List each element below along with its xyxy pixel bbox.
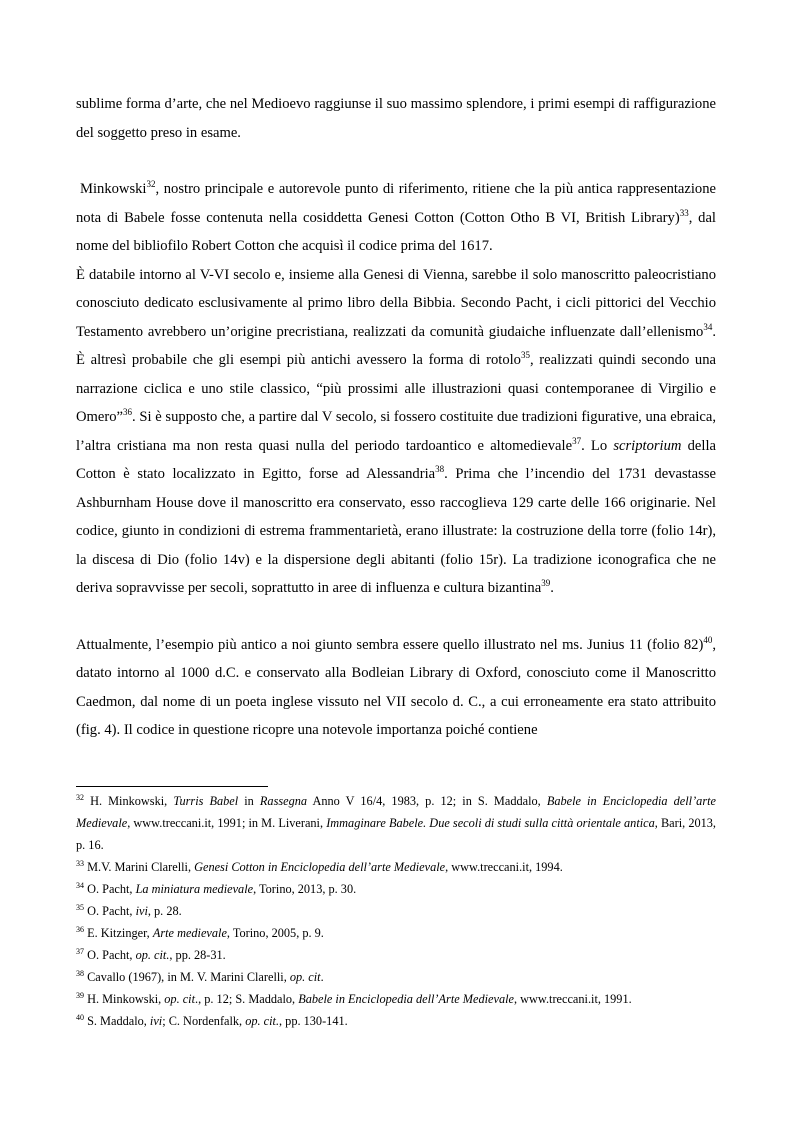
paragraph-text: sublime forma d’arte, che nel Medioevo raggiunse il suo massimo splendore, i primi esempi di raffigurazione del soggetto preso in esame. [76, 96, 716, 141]
paragraph-text: della Cotton è stato localizzato in Egitto, forse ad Alessandria [76, 437, 716, 482]
paragraph-text: , nostro principale e autorevole punto di riferimento, ritiene che la più antica rappresentazione nota di Babele fosse contenuta nella cosiddetta Genesi Cotton (Cotton Otho B VI, British Library) [76, 181, 716, 226]
footnote-34 [76, 878, 716, 900]
footnote-38 [76, 966, 716, 988]
footnote-text: ; C. Nordenfalk, [162, 1014, 246, 1028]
footnote-ref[interactable]: 40 [703, 634, 713, 645]
footnote-number: 33 [76, 858, 84, 868]
footnote-text: O. Pacht, [84, 948, 136, 962]
footnote-text: , Torino, 2005, p. 9. [226, 926, 324, 940]
footnote-ref[interactable]: 37 [572, 435, 582, 446]
footnote-title: Turris Babel [173, 794, 239, 808]
footnote-ref[interactable]: 35 [520, 350, 530, 361]
footnote-title: ivi [135, 904, 148, 918]
footnote-number: 32 [76, 792, 84, 802]
footnote-number: 35 [76, 902, 84, 912]
footnote-title: La miniatura medievale [135, 882, 254, 896]
footnote-title: ivi [149, 1014, 163, 1028]
footnote-text: O. Pacht, [84, 904, 136, 918]
footnote-text: Cavallo (1967), in M. V. Marini Clarelli, [84, 970, 290, 984]
footnote-text: , Torino, 2013, p. 30. [253, 882, 357, 896]
footnote-title: op. cit. [245, 1014, 280, 1028]
footnote-text: O. Pacht, [84, 882, 136, 896]
footnote-title: op. cit [164, 992, 196, 1006]
paragraph-text: . Prima che l’incendio del 1731 devastasse Ashburnham House dove il manoscritto era conservato, esso raccoglieva 129 carte delle 166 originarie. Nel codice, giunto in condizioni di estrema frammentarietà, erano illustrate: la costruzione della torre (folio 14r), la discesa di Dio (folio 14v) e la dispersione degli abitanti (folio 15r). La tradizione iconografica che ne deriva sopravvisse per secoli, soprattutto in aree di influenza e cultura bizantina [76, 466, 716, 596]
footnote-number: 40 [76, 1012, 84, 1022]
paragraph-text: . [550, 580, 554, 596]
footnote-title: Rassegna [259, 794, 308, 808]
footnote-number: 36 [76, 924, 84, 934]
footnote-text: in [238, 794, 260, 808]
footnote-39 [76, 988, 716, 1010]
footnote-text: , www.treccani.it, 1991; in M. Liverani, [127, 816, 327, 830]
main-text [76, 90, 716, 745]
footnote-text: H. Minkowski, [84, 794, 174, 808]
footnote-ref[interactable]: 39 [541, 578, 551, 589]
footnote-33 [76, 856, 716, 878]
paragraph-4 [76, 631, 716, 745]
footnote-separator [76, 786, 268, 787]
footnote-text: , pp. 28-31. [169, 948, 226, 962]
footnote-title: Genesi Cotton in Enciclopedia dell’arte Medievale [194, 860, 446, 874]
footnote-text: E. Kitzinger, [84, 926, 153, 940]
footnote-title: Babele in Enciclopedia dell’Arte Medievale [298, 992, 514, 1006]
footnote-text: Anno V 16/4, 1983, p. 12; in S. Maddalo, [307, 794, 547, 808]
footnote-text: , pp. 130-141. [279, 1014, 348, 1028]
paragraph-text: Minkowski [80, 181, 147, 197]
footnote-title: op. cit [289, 970, 321, 984]
footnote-ref[interactable]: 32 [146, 179, 156, 190]
footnote-text: , www.treccani.it, 1994. [445, 860, 563, 874]
footnote-36 [76, 922, 716, 944]
footnote-title: op. cit. [135, 948, 170, 962]
paragraph-text: , datato intorno al 1000 d.C. e conservato alla Bodleian Library di Oxford, conosciuto come il Manoscritto Caedmon, dal nome di un poeta inglese vissuto nel VII secolo d. C., a cui erroneamente era stato attribuito (fig. 4). Il codice in questione ricopre una notevole importanza poiché contiene [76, 636, 716, 738]
footnote-37 [76, 944, 716, 966]
footnote-text: H. Minkowski, [84, 992, 165, 1006]
italic-term: scriptorium [613, 437, 682, 454]
paragraph-text: , realizzati quindi secondo una narrazione ciclica e uno stile classico, “più prossimi alle illustrazioni quasi contemporanee di Virgilio e Omero” [76, 352, 716, 425]
footnote-text: , Bari, 2013, p. 16. [76, 816, 717, 852]
footnote-number: 37 [76, 946, 84, 956]
paragraph-text: . Si è supposto che, a partire dal V secolo, si fossero costituite due tradizioni figurative, una ebraica, l’altra cristiana ma non resta quasi nulla del periodo tardoantico e altomedievale [76, 409, 716, 454]
footnote-number: 38 [76, 968, 84, 978]
footnote-text: , p. 28. [147, 904, 182, 918]
paragraph-2 [76, 175, 716, 261]
footnote-ref[interactable]: 34 [703, 321, 713, 332]
footnote-ref[interactable]: 36 [123, 407, 133, 418]
footnote-ref[interactable]: 33 [679, 207, 689, 218]
footnote-35 [76, 900, 716, 922]
paragraph-text: È databile intorno al V-VI secolo e, insieme alla Genesi di Vienna, sarebbe il solo manoscritto paleocristiano conosciuto dedicato esclusivamente al primo libro della Bibbia. Secondo Pacht, i cicli pittorici del Vecchio Testamento avrebbero un’origine precristiana, realizzati da comunità giudaiche influenzate dall’ellenismo [76, 266, 716, 340]
footnotes [76, 790, 716, 1032]
paragraph-text: . Lo [581, 437, 614, 454]
footnote-text: . [320, 970, 324, 984]
paragraph-text: . È altresì probabile che gli esempi più antichi avessero la forma di rotolo [76, 323, 716, 368]
footnote-number: 39 [76, 990, 84, 1000]
footnote-40 [76, 1010, 716, 1032]
footnote-32 [76, 790, 716, 856]
footnote-ref[interactable]: 38 [435, 464, 445, 475]
footnote-text: ., p. 12; S. Maddalo, [195, 992, 299, 1006]
footnote-text: , www.treccani.it, 1991. [513, 992, 632, 1006]
footnote-title: Immaginare Babele. Due secoli di studi sulla città orientale antica [326, 816, 655, 830]
footnote-title: Babele in Enciclopedia dell’arte Medievale [76, 794, 716, 830]
footnote-text: M.V. Marini Clarelli, [84, 860, 195, 874]
paragraph-text: Attualmente, l’esempio più antico a noi giunto sembra essere quello illustrato nel ms. Junius 11 (folio 82) [76, 636, 704, 653]
paragraph-text: , dal nome del bibliofilo Robert Cotton che acquisì il codice prima del 1617. [76, 209, 716, 254]
paragraph-1 [76, 90, 716, 147]
footnote-text: S. Maddalo, [84, 1014, 150, 1028]
footnote-number: 34 [76, 880, 84, 890]
footnote-title: Arte medievale [152, 926, 227, 940]
paragraph-3 [76, 261, 716, 603]
